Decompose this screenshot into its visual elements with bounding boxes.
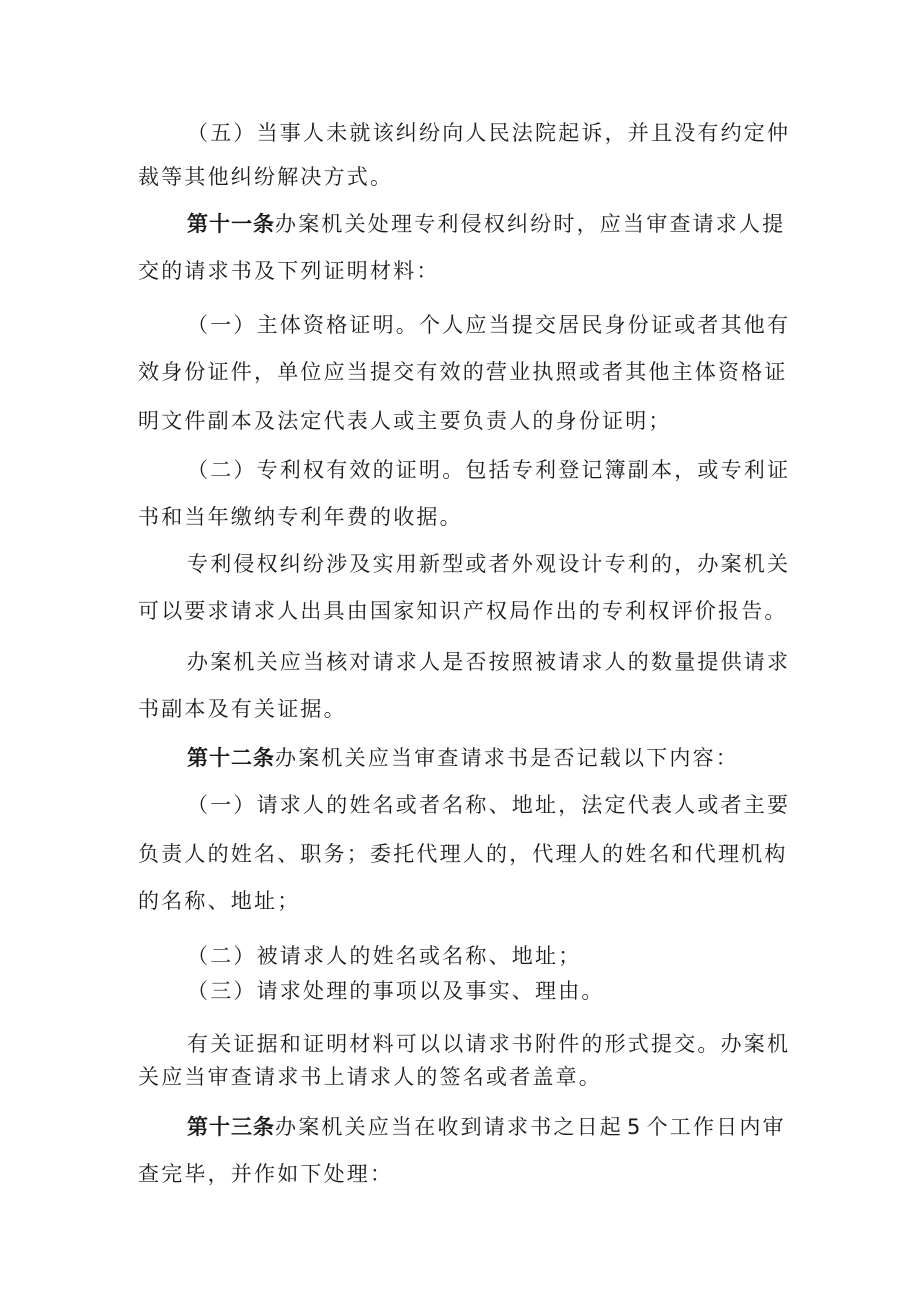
number-5: 5 bbox=[627, 1115, 643, 1139]
paragraph-line: （一）请求人的姓名或者名称、地址，法定代表人或者主要 bbox=[187, 793, 791, 817]
paragraph-line: （一）主体资格证明。个人应当提交居民身份证或者其他有 bbox=[187, 313, 791, 337]
paragraph-line: 书副本及有关证据。 bbox=[138, 697, 347, 721]
paragraph-line: 的名称、地址； bbox=[138, 889, 301, 913]
paragraph-line: 裁等其他纠纷解决方式。 bbox=[138, 165, 394, 189]
paragraph-line: （五）当事人未就该纠纷向人民法院起诉，并且没有约定仲 bbox=[187, 121, 791, 145]
paragraph-line: 交的请求书及下列证明材料： bbox=[138, 259, 440, 283]
paragraph-line: 书和当年缴纳专利年费的收据。 bbox=[138, 505, 463, 529]
paragraph-line: （三）请求处理的事项以及事实、理由。 bbox=[187, 979, 605, 1003]
paragraph-line: 查完毕，并作如下处理： bbox=[138, 1162, 394, 1186]
article-heading: 第十二条 bbox=[187, 746, 275, 770]
paragraph-line: 办案机关应当核对请求人是否按照被请求人的数量提供请求 bbox=[187, 650, 791, 674]
paragraph-line: 明文件副本及法定代表人或主要负责人的身份证明； bbox=[138, 409, 672, 433]
article-11-line: 第十一条办案机关处理专利侵权纠纷时，应当审查请求人提 bbox=[187, 212, 786, 236]
article-12-line: 第十二条办案机关应当审查请求书是否记载以下内容： bbox=[187, 746, 739, 770]
paragraph-line: 可以要求请求人出具由国家知识产权局作出的专利权评价报告。 bbox=[138, 599, 788, 623]
article-heading: 第十三条 bbox=[187, 1115, 275, 1139]
paragraph-line: （二）被请求人的姓名或名称、地址； bbox=[187, 944, 582, 968]
paragraph-line: 效身份证件，单位应当提交有效的营业执照或者其他主体资格证 bbox=[138, 360, 788, 384]
paragraph-line: 有关证据和证明材料可以以请求书附件的形式提交。办案机 bbox=[187, 1032, 791, 1056]
paragraph-line: 专利侵权纠纷涉及实用新型或者外观设计专利的，办案机关 bbox=[187, 552, 791, 576]
article-13-line: 第十三条办案机关应当在收到请求书之日起 5 个工作日内审 bbox=[187, 1115, 786, 1139]
paragraph-line: 负责人的姓名、职务；委托代理人的，代理人的姓名和代理机构 bbox=[138, 842, 788, 866]
paragraph-line: （二）专利权有效的证明。包括专利登记簿副本，或专利证 bbox=[187, 458, 791, 482]
paragraph-line: 关应当审查请求书上请求人的签名或者盖章。 bbox=[138, 1065, 602, 1089]
article-heading: 第十一条 bbox=[187, 212, 275, 236]
